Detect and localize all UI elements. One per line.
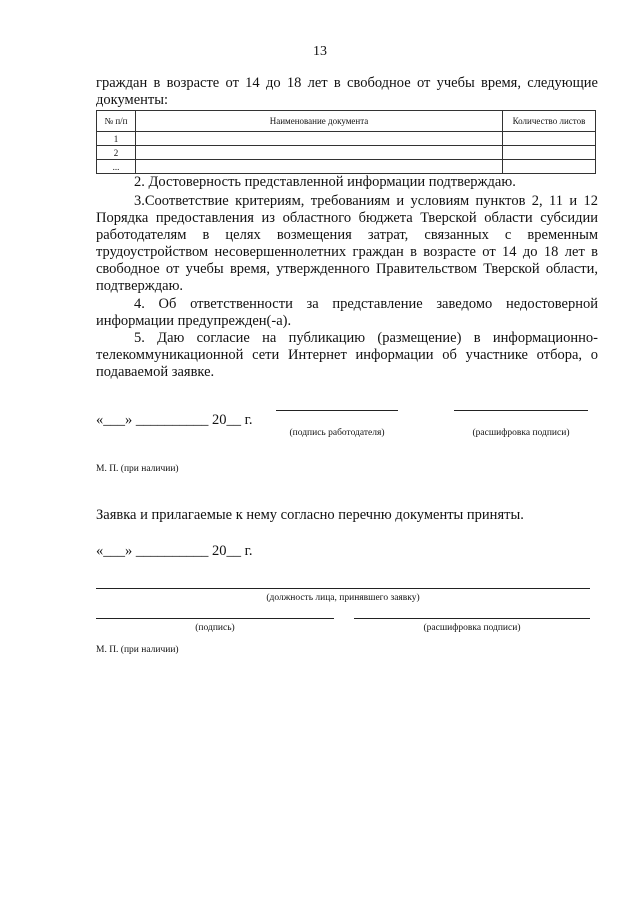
stamp-note: М. П. (при наличии) [96, 464, 179, 474]
item-3: 3.Соответствие критериям, требованиям и условиям пунктов 2, 11 и 12 Порядка предоставления из областного бюджета Тверской области субсидии работодателям в целях возмещения затрат, связанных с временным трудоустройством несовершеннолетних граждан в возрасте от 14 до 18 лет в свободное от учебы время, утвержденного Правительством Тверской области, подтверждаю. [96, 193, 598, 294]
signature-decoding-caption-2: (расшифровка подписи) [423, 623, 521, 633]
row-number: 2 [97, 146, 136, 160]
row-number: ... [97, 160, 136, 174]
signature-caption: (подпись) [195, 623, 235, 633]
employer-signature-line [276, 410, 398, 411]
table-row [97, 132, 596, 146]
accepted-text: Заявка и прилагаемые к нему согласно перечню документы приняты. [96, 507, 524, 523]
position-caption: (должность лица, принявшего заявку) [266, 593, 420, 603]
table-row [97, 160, 596, 174]
date-line-2: «___» __________ 20__ г. [96, 543, 253, 559]
signature-line [96, 618, 334, 619]
row-number: 1 [97, 132, 136, 146]
date-line: «___» __________ 20__ г. [96, 412, 253, 428]
position-line [96, 588, 590, 589]
header-number: № п/п [97, 111, 136, 132]
signature-decoding-line [454, 410, 588, 411]
page-number: 13 [313, 44, 327, 59]
item-5: 5. Даю согласие на публикацию (размещение) в информационно-телекоммуникационной сети Интернет информации об участнике отбора, о подаваемой заявке. [96, 330, 598, 380]
employer-signature-caption: (подпись работодателя) [289, 428, 385, 438]
header-sheet-count: Количество листов [503, 111, 596, 132]
table-row [97, 146, 596, 160]
item-4: 4. Об ответственности за представление заведомо недостоверной информации предупрежден(-а). [96, 296, 598, 329]
header-document-name: Наименование документа [136, 111, 503, 132]
intro-text: граждан в возрасте от 14 до 18 лет в свободное от учебы время, следующие документы: [96, 75, 598, 108]
stamp-note-2: М. П. (при наличии) [96, 645, 179, 655]
signature-decoding-caption: (расшифровка подписи) [472, 428, 570, 438]
documents-table [96, 110, 596, 174]
item-2: 2. Достоверность представленной информации подтверждаю. [134, 174, 516, 190]
signature-decoding-line-2 [354, 618, 590, 619]
table-header-row [97, 111, 596, 132]
